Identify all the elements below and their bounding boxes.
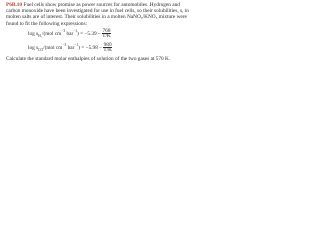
problem-page: [0, 0, 200, 90]
problem-text-line-4: NaNO₃/KNO₃ mixture were found to fit the following expressions:: [6, 14, 187, 27]
equation-h2-denominator: T/K: [102, 33, 111, 40]
equation-h2-fraction: [102, 29, 111, 40]
problem-question: Calculate the standard molar enthalpies of solution of the two gases at 570 K.: [6, 55, 171, 62]
problem-text-line-2: and carbon monoxide have been investigated for use in fuel cells, so their: [6, 2, 180, 15]
equation-co: [28, 41, 194, 55]
problem-text-line-3: solubilities, s, in molten salts are of interest. Their solubilities in a molten: [6, 8, 189, 21]
equation-co-numerator: 980: [103, 41, 112, 48]
equation-h2: [28, 27, 194, 41]
problem-text-line-1: Fuel cells show promise as power sources for automobiles. Hydrogen: [23, 2, 171, 8]
problem-number: P6B.10: [6, 2, 23, 8]
equation-h2-lhs: $\log s_{H_2}/(mol$ $cm^{-3}$ bar$^{-1}$) = −5.39 −: [28, 29, 102, 39]
equation-co-fraction: [103, 43, 112, 54]
equation-co-denominator: T/K: [103, 47, 112, 54]
problem-paragraph: [6, 2, 194, 27]
equation-co-lhs: $\log s_{CO}/(mol$ $cm^{-3}$ bar$^{-1}$) = −5.98 −: [28, 43, 103, 53]
equation-h2-numerator: 768: [102, 27, 111, 34]
